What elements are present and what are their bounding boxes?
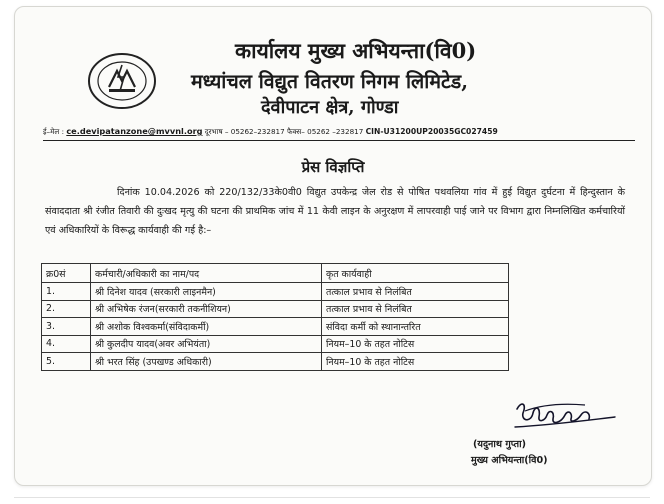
divider <box>14 497 650 498</box>
cell-name: श्री भरत सिंह (उपखण्ड अधिकारी) <box>91 353 322 371</box>
cell-action: तत्काल प्रभाव से निलंबित <box>322 283 509 301</box>
notice-title: प्रेस विज्ञप्ति <box>301 158 365 176</box>
company-logo <box>87 51 157 111</box>
cell-serial: 5. <box>42 353 91 371</box>
email-label: ई–मेल : <box>43 127 65 136</box>
action-table <box>41 263 509 371</box>
signatory-designation: मुख्य अभियन्ता(वि0) <box>471 455 548 466</box>
cell-serial: 4. <box>42 335 91 353</box>
document-page <box>14 6 652 486</box>
cell-action: संविदा कर्मी को स्थानान्तरित <box>322 318 509 336</box>
column-header-serial: क्र0सं <box>42 264 91 283</box>
cell-action: नियम–10 के तहत नोटिस <box>322 335 509 353</box>
cell-serial: 2. <box>42 300 91 318</box>
cell-name: श्री कुलदीप यादव(अवर अभियंता) <box>91 335 322 353</box>
table-row <box>42 318 509 336</box>
handwritten-signature <box>511 397 621 439</box>
cell-name: श्री दिनेश यादव (सरकारी लाइनमैन) <box>91 283 322 301</box>
signatory-name: (यदुनाथ गुप्ता) <box>473 439 527 450</box>
fax-number: फैक्स– 05262 –232817 <box>286 127 364 136</box>
cell-action: नियम–10 के तहत नोटिस <box>322 353 509 371</box>
zone-name: देवीपाटन क्षेत्र, गोण्डा <box>261 97 399 118</box>
cell-serial: 1. <box>42 283 91 301</box>
phone-number: दूरभाष – 05262–232817 <box>204 127 285 136</box>
column-header-action: कृत कार्यवाही <box>322 264 509 283</box>
company-name: मध्यांचल विद्युत वितरण निगम लिमिटेड, <box>191 70 469 93</box>
table-row <box>42 353 509 371</box>
cell-action: तत्काल प्रभाव से निलंबित <box>322 300 509 318</box>
notice-title-wrap <box>15 157 651 177</box>
column-header-name: कर्मचारी/अधिकारी का नाम/पद <box>91 264 322 283</box>
table-row <box>42 300 509 318</box>
email-link[interactable]: ce.devipatanzone@mvvnl.org <box>66 126 203 136</box>
notice-body-text: दिनांक 10.04.2026 को 220/132/33के0वी0 विद्युत उपकेन्द्र जेल रोड से पोषित पथवलिया गांव में हुई विद्युत दुर्घटना में हिन्दुस्तान के संवाददाता श्री रंजीत तिवारी की दुःखद मृत्यु की घटना की प्राथमिक जांच में 11 केवी लाइन के अनुरक्षण में लापरवाही पाई जाने पर विभाग द्वारा निम्नलिखित कर्मचारियों एवं अधिकारियों के विरूद्ध कार्यवाही की गई है:– <box>45 187 625 236</box>
cin-number: CIN-U31200UP20035GC027459 <box>365 127 498 136</box>
office-title: कार्यालय मुख्य अभियन्ता(वि0) <box>235 38 477 63</box>
table-row <box>42 283 509 301</box>
table-row <box>42 335 509 353</box>
table-header-row <box>42 264 509 283</box>
cell-serial: 3. <box>42 318 91 336</box>
cell-name: श्री अशोक विश्वकर्मा(संविदाकर्मी) <box>91 318 322 336</box>
cell-name: श्री अभिषेक रंजन(सरकारी तकनीशियन) <box>91 300 322 318</box>
notice-body <box>45 183 625 240</box>
contact-line <box>43 126 635 141</box>
